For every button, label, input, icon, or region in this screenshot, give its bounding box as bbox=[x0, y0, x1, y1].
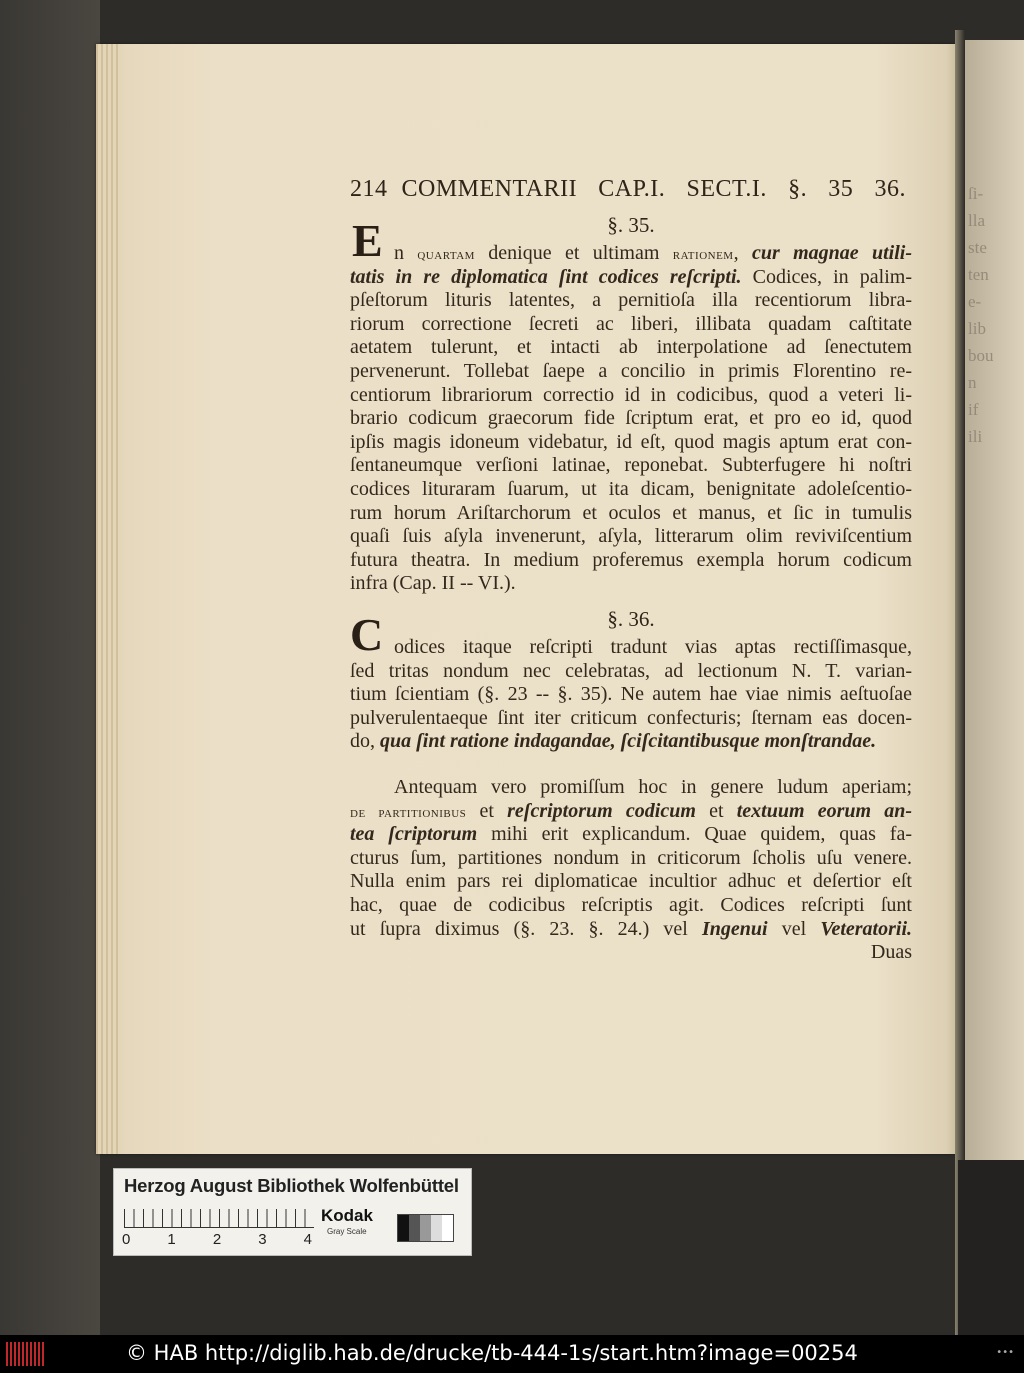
scale-numbers bbox=[122, 1231, 312, 1249]
text-line bbox=[350, 800, 912, 824]
section-36 bbox=[350, 608, 912, 754]
text-run: , bbox=[733, 242, 752, 264]
book-gutter bbox=[955, 30, 965, 1335]
text-line bbox=[350, 918, 912, 942]
facing-page-bleed: ſi- lla ste ten e- lib bou n if ili bbox=[968, 184, 994, 446]
page-edges bbox=[96, 44, 120, 1154]
text-run: pulverulentaeque ſint iter criticum confecturis; ſternam eas docen- bbox=[350, 706, 912, 729]
copyright-url[interactable]: © HAB http://diglib.hab.de/drucke/tb-444-1s/start.htm?image=00254 bbox=[126, 1341, 858, 1365]
section-36-text bbox=[350, 636, 912, 754]
drop-cap: C bbox=[350, 609, 384, 660]
text-run: denique et ultimam bbox=[474, 242, 673, 264]
text-line bbox=[350, 336, 912, 360]
text-line bbox=[350, 242, 912, 266]
text-line bbox=[350, 384, 912, 408]
text-line bbox=[350, 289, 912, 313]
text-run: ipſis magis idoneum videbatur, id eſt, quod magis aptum erat con- bbox=[350, 430, 912, 453]
scale-number: 4 bbox=[303, 1231, 312, 1248]
scanner-background bbox=[958, 1160, 1024, 1335]
text-line bbox=[350, 847, 912, 871]
text-run: rum horum Ariſtarchorum et oculos et manus, et ſic in tumulis bbox=[350, 501, 912, 524]
text-run: ut ſupra diximus (§. 23. §. 24.) vel bbox=[350, 917, 703, 940]
text-run: Codices, in palim- bbox=[741, 265, 912, 288]
text-line bbox=[350, 660, 912, 684]
text-run: infra (Cap. II -- VI.). bbox=[350, 572, 516, 595]
gray-swatch bbox=[409, 1215, 420, 1241]
gray-scale-label: Gray Scale bbox=[327, 1227, 367, 1236]
gray-swatch bbox=[420, 1215, 431, 1241]
footer-bar bbox=[0, 1335, 1024, 1373]
text-run: quaſi ſuis aſyla invenerunt, aſyla, litterarum olim reviviſcentium bbox=[350, 525, 912, 548]
italic-text: qua ſint ratione indagandae, ſciſcitantibusque monſtrandae. bbox=[380, 730, 877, 753]
catchword: Duas bbox=[870, 941, 912, 964]
text-line bbox=[350, 313, 912, 337]
text-line bbox=[350, 707, 912, 731]
italic-text: reſcriptorum codicum bbox=[507, 799, 696, 822]
text-line bbox=[350, 776, 912, 800]
italic-text: cur magnae utili- bbox=[751, 242, 913, 264]
italic-text: Veteratorii. bbox=[820, 917, 913, 940]
small-caps-text: de partitionibus bbox=[350, 803, 467, 821]
section-35 bbox=[350, 214, 912, 596]
text-line bbox=[350, 870, 912, 894]
gray-swatch bbox=[442, 1215, 453, 1241]
text-run: mihi erit explicandum. Quae quidem, quas fa- bbox=[477, 823, 912, 846]
italic-text: textuum eorum an- bbox=[736, 799, 913, 822]
gray-swatch bbox=[431, 1215, 442, 1241]
text-run: pervenerunt. Tollebat ſaepe a concilio in primis Florentino re- bbox=[350, 359, 912, 382]
text-run: cturus ſum, partitiones nondum in criticorum ſcholis uſu venere. bbox=[350, 846, 912, 869]
text-line bbox=[350, 894, 912, 918]
text-run: Nulla enim pars rei diplomaticae incultior adhuc et deſertior eſt bbox=[350, 870, 912, 893]
text-run: ſed tritas nondum nec celebratas, ad lectionum N. T. varian- bbox=[350, 659, 912, 682]
text-line bbox=[350, 266, 912, 290]
text-line bbox=[350, 549, 912, 573]
background bbox=[0, 0, 100, 1335]
text-run: odices itaque reſcripti tradunt vias aptas rectiſſimasque, bbox=[394, 636, 912, 658]
text-run: pſeſtorum lituris latentes, a pernitioſa illa recentiorum libra- bbox=[350, 289, 912, 312]
more-icon: ••• bbox=[996, 1347, 1014, 1358]
gray-swatches bbox=[397, 1214, 454, 1242]
text-run: futura theatra. In medium proferemus exempla horum codicum bbox=[350, 548, 912, 571]
text-run: aetatem tulerunt, et intacti ab interpolatione ad ſenectutem bbox=[350, 336, 912, 359]
text-run: n bbox=[394, 242, 418, 264]
text-line bbox=[350, 683, 912, 707]
text-run: codices lituraram ſuarum, ut ita dicam, benignitate adoleſcentio- bbox=[350, 477, 912, 500]
color-calibration-card bbox=[113, 1168, 472, 1256]
text-line bbox=[350, 454, 912, 478]
text-run: vel bbox=[767, 917, 821, 940]
paragraph-3 bbox=[350, 776, 912, 963]
text-line bbox=[350, 431, 912, 455]
text-line bbox=[350, 572, 912, 596]
hab-logo-icon bbox=[6, 1342, 46, 1366]
italic-text: Ingenui bbox=[702, 917, 768, 940]
scale-ruler bbox=[124, 1209, 314, 1228]
text-line bbox=[350, 360, 912, 384]
text-run: brario codicum graecorum fide ſcriptum erat, et pro eo id, quod bbox=[350, 407, 912, 430]
scale-number: 2 bbox=[212, 1231, 222, 1248]
kodak-logo: Kodak bbox=[321, 1206, 373, 1225]
text-line bbox=[350, 478, 912, 502]
text-run: ſentaneumque verſioni latinae, reponebat. Subterfugere hi noſtri bbox=[350, 454, 912, 477]
running-header bbox=[350, 176, 906, 203]
page-number: 214 bbox=[350, 176, 388, 202]
scale-number: 3 bbox=[258, 1231, 267, 1248]
small-caps-text: quartam bbox=[417, 246, 475, 263]
scale-number: 0 bbox=[122, 1231, 131, 1248]
section-heading: §. 35. bbox=[607, 213, 655, 237]
text-line bbox=[350, 823, 912, 847]
text-line bbox=[350, 636, 912, 660]
book-page bbox=[96, 44, 958, 1154]
text-run: riorum correctione ſecreti ac liberi, illibata quadam caſtitate bbox=[350, 312, 912, 335]
paragraph-3-text bbox=[350, 776, 912, 941]
text-run: et bbox=[695, 799, 737, 822]
text-run: centiorum librariorum correctio id in codicibus, quod a veteri li- bbox=[350, 383, 912, 406]
italic-text: tea ſcriptorum bbox=[350, 823, 478, 846]
italic-text: tatis in re diplomatica ſint codices reſcripti. bbox=[350, 265, 742, 288]
small-caps-text: rationem bbox=[672, 246, 734, 263]
text-line bbox=[350, 502, 912, 526]
scale-number: 1 bbox=[167, 1231, 176, 1248]
text-line bbox=[350, 407, 912, 431]
library-name: Herzog August Bibliothek Wolfenbüttel bbox=[124, 1175, 459, 1196]
section-heading: §. 36. bbox=[607, 607, 655, 631]
text-run: et bbox=[466, 799, 508, 822]
running-title: COMMENTARII CAP.I. SECT.I. §. 35 36. bbox=[401, 176, 906, 202]
section-35-text bbox=[350, 242, 912, 596]
text-run: do, bbox=[350, 730, 380, 753]
drop-cap: E bbox=[352, 215, 383, 266]
text-run: tium ſcientiam (§. 23 -- §. 35). Ne autem hae viae nimis aeſtuoſae bbox=[350, 683, 912, 706]
text-run: Antequam vero promiſſum hoc in genere ludum aperiam; bbox=[394, 776, 912, 798]
text-run: hac, quae de codicibus reſcriptis agit. Codices reſcripti ſunt bbox=[350, 893, 912, 916]
text-line bbox=[350, 730, 912, 754]
text-line bbox=[350, 525, 912, 549]
gray-swatch bbox=[398, 1215, 409, 1241]
